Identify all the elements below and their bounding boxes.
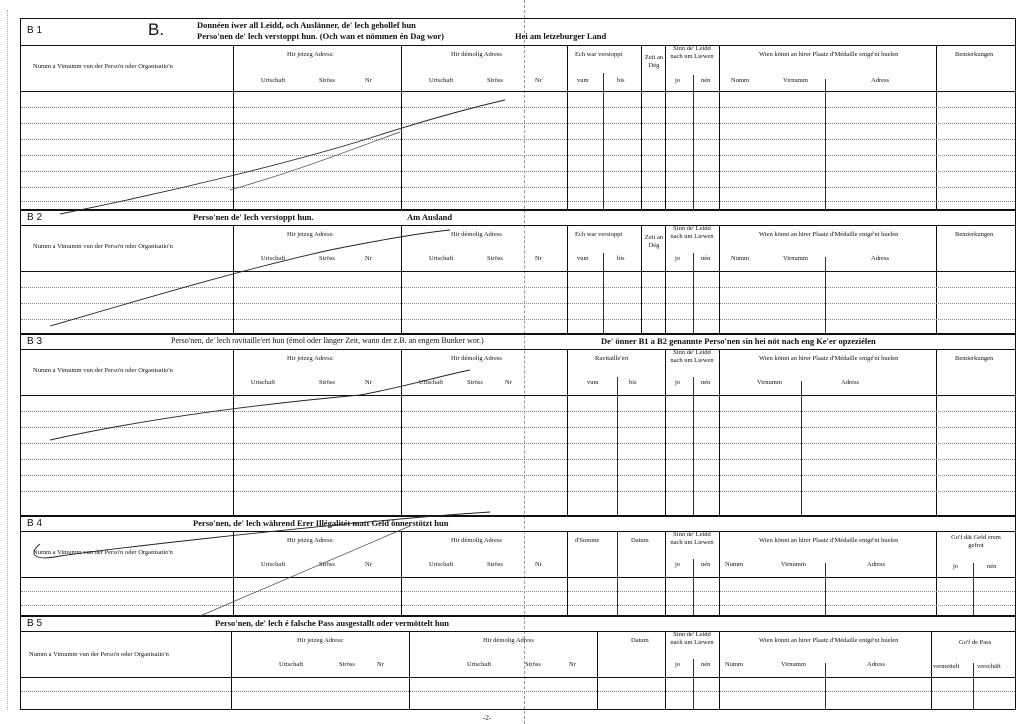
section-b4 (20, 516, 1016, 616)
b5-col-medal: Wien könnt an hirer Plaatz d'Médaille entgé'nt huelen (759, 637, 899, 644)
page-number: -2- (483, 714, 492, 722)
b1-col-name: Numm a Vimumm vun der Perso'n oder Organisatio'n (33, 63, 173, 70)
b3-sub-street: Ströss (319, 379, 335, 386)
b2-sub-nr2: Nr (535, 255, 542, 262)
b5-sub-mediated: vermettelt (933, 663, 960, 670)
b3-entry-rows[interactable] (21, 395, 1015, 515)
b1-sub-address: Adress (871, 77, 890, 84)
b5-header (21, 631, 1015, 678)
b3-sub-place: Urtschaft (250, 379, 276, 386)
b3-col-former: Hir démolig Adress (451, 355, 502, 362)
b3-sub-yes: jo (675, 379, 681, 386)
b1-title-line2: Perso'nen de' lech verstoppt hun. (Och wan et nömmen én Dag wor) (197, 31, 444, 41)
b5-col-current: Hir jetzeg Adress: (297, 637, 344, 644)
b4-sub-nr: Nr (365, 561, 372, 568)
b5-sub-firstname: Virnumm (781, 661, 806, 668)
b5-title-row (21, 617, 1015, 632)
b4-col-money: Go'f dät Geld erem gefrot (951, 534, 1001, 549)
b5-sub-nr2: Nr (569, 661, 576, 668)
b1-sub-place2: Urtschaft (429, 77, 454, 84)
b3-sub-no: nén (701, 379, 711, 386)
section-b2 (20, 210, 1016, 334)
b4-sub-no: nén (701, 561, 711, 568)
b1-col-time: Zeit an Dég (644, 54, 664, 69)
b4-col-name: Numm a Vimumm vun der Perso'n oder Organisatio'n (33, 549, 173, 556)
b4-col-date: Datum (631, 537, 649, 544)
b2-sub-from: vum (577, 255, 589, 262)
b1-sub-place: Urtschaft (261, 77, 286, 84)
b4-sub-yes: jo (675, 561, 681, 568)
b3-sub-from: vum (587, 379, 599, 386)
b2-entry-rows[interactable] (21, 271, 1015, 333)
margin-holes (7, 10, 8, 710)
b4-sub-yes2: jo (953, 563, 959, 570)
b4-entry-rows[interactable] (21, 577, 1015, 615)
b3-title-extra: De' önner B1 a B2 genannte Perso'nen sin hei nöt nach eng Ke'er opzeziélen (601, 336, 876, 346)
b2-col-time: Zeit an Dég (644, 234, 664, 249)
b5-sub-nr: Nr (377, 661, 384, 668)
b5-sub-place2: Urtschaft (467, 661, 492, 668)
b1-col-remarks: Bemierkungen (955, 51, 994, 58)
b3-col-ravit: Ravitaille'ert (595, 355, 629, 362)
b4-col-former: Hir démolig Adress (451, 537, 502, 544)
b5-sub-street2: Ströss (525, 661, 541, 668)
section-b5 (20, 616, 1016, 710)
b4-sub-nr2: Nr (535, 561, 542, 568)
b2-col-current: Hir jetzeg Adress: (287, 231, 334, 238)
b4-title: Perso'nen, de' lech während Erer Illégalitét matt Geld önnerstötzt hun (193, 518, 449, 528)
section-b3 (20, 334, 1016, 516)
b5-title: Perso'nen, de' lech é falsche Pass ausgestallt oder vermöttelt hun (215, 618, 450, 628)
b2-sub-address: Adress (871, 255, 890, 262)
b3-sub-to: bis (629, 379, 637, 386)
b1-col-current: Hir jetzeg Adress: (287, 51, 334, 58)
b3-col-name: Numm a Vimumm vun der Perso'n oder Organisatio'n (33, 367, 173, 374)
b1-sub-no: nén (701, 77, 711, 84)
b5-entry-rows[interactable] (21, 677, 1015, 709)
b5-col-suffered: Sinn de' Leidd nach um Liewen (670, 631, 714, 646)
b4-code: B 4 (27, 518, 43, 529)
b1-sub-street2: Ströss (487, 77, 503, 84)
b4-sub-street2: Ströss (487, 561, 503, 568)
b5-col-pass: Go'f de Pass (959, 639, 992, 646)
b1-sub-lastname: Numm (731, 77, 750, 84)
b5-sub-made: verschäft (977, 663, 1001, 670)
b5-sub-street: Ströss (339, 661, 355, 668)
b1-sub-yes: jo (675, 77, 681, 84)
b2-col-name: Numm a Vimumm vun der Perso'n oder Organisatio'n (33, 243, 173, 250)
b4-sub-address: Adress (867, 561, 886, 568)
b5-col-date: Datum (631, 637, 649, 644)
b3-col-current: Hir jetzeg Adress: (287, 355, 334, 362)
b2-sub-no: nén (701, 255, 711, 262)
b5-col-former: Hir démolig Adress (483, 637, 534, 644)
b2-title-row (21, 211, 1015, 226)
section-b1 (20, 18, 1016, 210)
b3-col-medal: Wien könnt an hirer Plaatz d'Médaille entgé'nt huelen (759, 355, 899, 362)
b2-col-medal: Wien könnt an hirer Plaatz d'Médaille entgé'nt huelen (759, 231, 899, 238)
b4-col-current: Hir jetzeg Adress: (287, 537, 334, 544)
b2-sub-lastname: Numm (731, 255, 750, 262)
b3-sub-street2: Ströss (467, 379, 483, 386)
b3-title-row (21, 335, 1015, 350)
b1-sub-firstname: Virnumm (783, 77, 808, 84)
b3-sub-nr2: Nr (505, 379, 512, 386)
b4-sub-place2: Urtschaft (429, 561, 454, 568)
b1-col-hidden: Ech war verstoppt (575, 51, 623, 58)
b1-title-line1: Donnéen iwer all Leidd, och Auslänner, de' lech gehollef hun (197, 20, 416, 30)
b2-sub-yes: jo (675, 255, 681, 262)
b2-sub-street2: Ströss (487, 255, 503, 262)
b2-title-extra: Am Ausland (407, 212, 453, 222)
b1-code: B 1 (27, 25, 43, 36)
b1-header (21, 45, 1015, 92)
section-letter: B. (148, 20, 165, 39)
b3-sub-place2: Urtschaft (418, 379, 444, 386)
b2-title: Perso'nen de' lech verstoppt hun. (193, 212, 314, 222)
b4-header (21, 531, 1015, 578)
b1-sub-nr: Nr (365, 77, 372, 84)
b3-sub-address: Adress (841, 379, 860, 386)
b4-sub-street: Ströss (319, 561, 335, 568)
b5-sub-no: nén (701, 661, 711, 668)
b4-col-medal: Wien könnt an hirer Plaatz d'Médaille entgé'nt huelen (759, 537, 899, 544)
b1-title-extra: Hei am letzeburger Land (515, 31, 607, 41)
b5-col-name: Numm a Vimumm vun der Perso'n oder Organisatio'n (29, 651, 169, 658)
b5-code: B 5 (27, 618, 43, 629)
b2-col-former: Hir démolig Adress (451, 231, 502, 238)
b4-sub-no2: nén (987, 563, 997, 570)
b2-col-hidden: Ech war verstoppt (575, 231, 623, 238)
b3-col-remarks: Bemierkungen (955, 355, 994, 362)
b4-sub-lastname: Numm (725, 561, 744, 568)
b1-sub-to: bis (617, 77, 625, 84)
b2-code: B 2 (27, 212, 43, 223)
b1-sub-street: Ströss (319, 77, 335, 84)
b1-sub-nr2: Nr (535, 77, 542, 84)
b2-sub-street: Ströss (319, 255, 335, 262)
b3-sub-nr: Nr (365, 379, 372, 386)
b1-sub-from: vum (577, 77, 589, 84)
b3-col-suffered: Sinn de' Leidd nach um Liewen (670, 349, 714, 364)
b3-sub-firstname: Virnumm (757, 379, 782, 386)
b5-sub-yes: jo (675, 661, 681, 668)
b1-col-medal: Wien könnt an hirer Plaatz d'Médaille entgé'nt huelen (759, 51, 899, 58)
b2-col-remarks: Bemierkungen (955, 231, 994, 238)
b2-sub-nr: Nr (365, 255, 372, 262)
b3-title: Perso'nen, de' lech ravitaille'ert hun (émol oder länger Zeit, wann der z.B. an engem Bunker wor.) (171, 336, 484, 345)
b1-col-suffered: Sinn de' Leidd nach um Liewen (670, 45, 714, 60)
b2-sub-to: bis (617, 255, 625, 262)
b1-title-row (21, 19, 1015, 46)
b4-title-row (21, 517, 1015, 532)
b2-col-suffered: Sinn de' Leidd nach um Liewen (670, 225, 714, 240)
b3-header (21, 349, 1015, 396)
b2-header (21, 225, 1015, 272)
b3-code: B 3 (27, 336, 43, 347)
b1-col-former: Hir démolig Adress (451, 51, 502, 58)
b4-col-suffered: Sinn de' Leidd nach um Liewen (670, 531, 714, 546)
b4-sub-place: Urtschaft (261, 561, 286, 568)
b5-sub-address: Adress (867, 661, 886, 668)
b4-col-sum: d'Somme (575, 537, 600, 544)
b1-entry-rows[interactable] (21, 91, 1015, 209)
b4-sub-firstname: Virnumm (781, 561, 806, 568)
b5-sub-lastname: Numm (725, 661, 744, 668)
b5-sub-place: Urtschaft (279, 661, 304, 668)
b2-sub-firstname: Virnumm (783, 255, 808, 262)
b2-sub-place2: Urtschaft (429, 255, 454, 262)
b2-sub-place: Urtschaft (261, 255, 286, 262)
